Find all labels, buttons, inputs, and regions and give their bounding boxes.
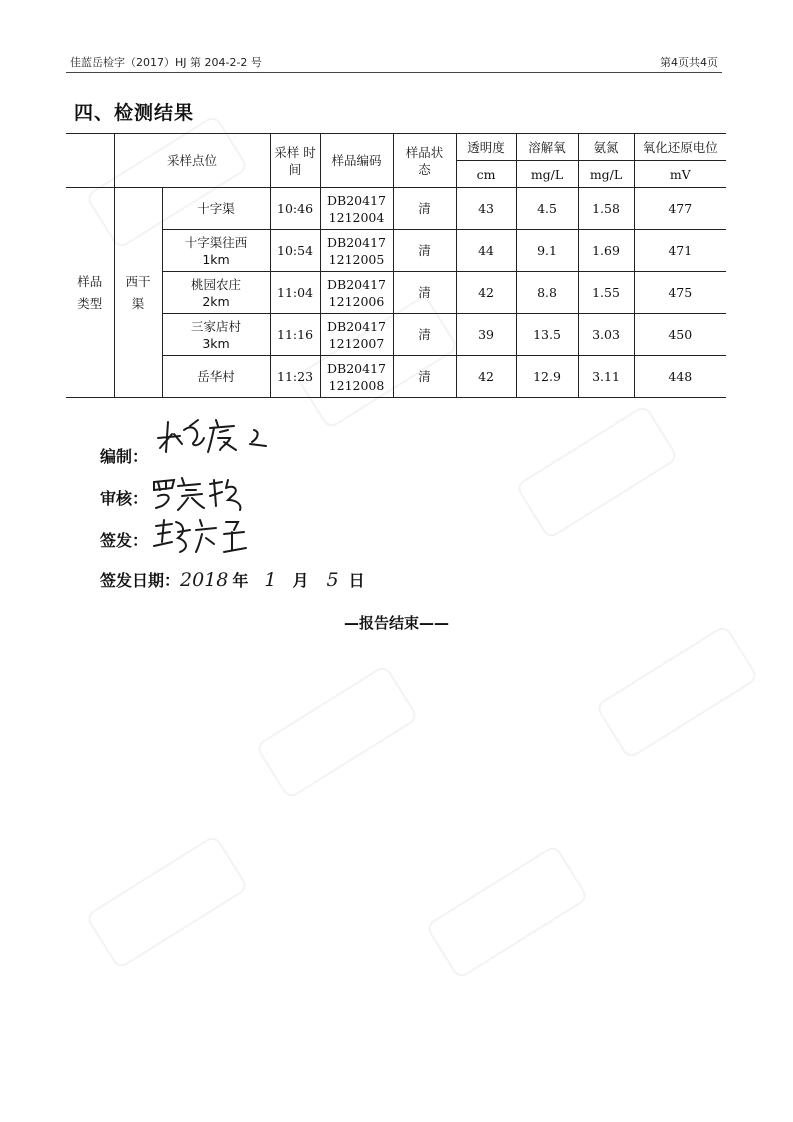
issuer-line	[100, 528, 148, 551]
cell-orp: 471	[634, 230, 726, 272]
cell-dissolved-oxygen: 13.5	[516, 314, 578, 356]
report-number: 佳蓝岳检字（2017）HJ 第 204-2-2 号	[70, 56, 262, 69]
year-char: 年	[232, 571, 249, 590]
editor-line	[100, 444, 148, 467]
cell-transparency: 44	[456, 230, 516, 272]
unit-transparency: cm	[456, 161, 516, 188]
cell-code: DB20417 1212008	[320, 356, 393, 398]
cell-dissolved-oxygen: 9.1	[516, 230, 578, 272]
cell-dissolved-oxygen: 8.8	[516, 272, 578, 314]
report-end-text: —报告结束——	[343, 614, 449, 632]
cell-code: DB20417 1212005	[320, 230, 393, 272]
table-row	[66, 188, 726, 230]
cell-dissolved-oxygen: 4.5	[516, 188, 578, 230]
day-char: 日	[348, 571, 365, 590]
cell-time: 11:16	[270, 314, 320, 356]
cell-code: DB20417 1212007	[320, 314, 393, 356]
watermark-stamp	[515, 404, 680, 540]
cell-transparency: 42	[456, 356, 516, 398]
reviewer-label: 审核：	[100, 489, 149, 508]
issue-date-month: 1	[264, 569, 277, 591]
cell-dissolved-oxygen: 12.9	[516, 356, 578, 398]
unit-orp: mV	[634, 161, 726, 188]
cell-transparency: 42	[456, 272, 516, 314]
issue-date-label: 签发日期：	[100, 571, 181, 590]
page-indicator: 第4页共4页	[660, 56, 718, 69]
cell-state: 清	[393, 188, 456, 230]
cell-point: 岳华村	[162, 356, 270, 398]
watermark-stamp	[255, 664, 420, 800]
cell-state: 清	[393, 356, 456, 398]
cell-point: 桃园农庄 2km	[162, 272, 270, 314]
unit-ammonia: mg/L	[578, 161, 634, 188]
unit-dissolved-oxygen: mg/L	[516, 161, 578, 188]
table-header-row	[66, 134, 726, 161]
table-row	[66, 356, 726, 398]
section-title: 四、检测结果	[74, 102, 195, 124]
header-sampling-time: 采样 时 间	[270, 134, 320, 188]
cell-code: DB20417 1212006	[320, 272, 393, 314]
cell-time: 11:04	[270, 272, 320, 314]
header-sample-state: 样品状 态	[393, 134, 456, 188]
table-row	[66, 230, 726, 272]
watermark-stamp	[85, 834, 250, 970]
cell-orp: 450	[634, 314, 726, 356]
watermark-stamp	[425, 844, 590, 980]
cell-point: 十字渠	[162, 188, 270, 230]
page-header	[66, 54, 722, 72]
cell-state: 清	[393, 272, 456, 314]
editor-signature	[150, 408, 280, 456]
cell-state: 清	[393, 230, 456, 272]
header-sampling-point: 采样点位	[114, 134, 270, 188]
corner-cell	[66, 134, 114, 188]
cell-state: 清	[393, 314, 456, 356]
location-label: 西干 渠	[114, 188, 162, 398]
cell-code: DB20417 1212004	[320, 188, 393, 230]
cell-time: 11:23	[270, 356, 320, 398]
cell-ammonia: 3.03	[578, 314, 634, 356]
reviewer-signature	[148, 470, 248, 512]
header-divider	[66, 72, 722, 73]
watermark-stamp	[595, 624, 760, 760]
cell-transparency: 39	[456, 314, 516, 356]
issue-date-line	[100, 568, 460, 591]
header-sample-code: 样品编码	[320, 134, 393, 188]
cell-orp: 477	[634, 188, 726, 230]
cell-point: 三家店村 3km	[162, 314, 270, 356]
issue-date-year: 2018	[180, 569, 229, 591]
cell-ammonia: 1.58	[578, 188, 634, 230]
header-dissolved-oxygen: 溶解氧	[516, 134, 578, 161]
row-group-label: 样品 类型	[66, 188, 114, 398]
cell-transparency: 43	[456, 188, 516, 230]
issue-date-day: 5	[326, 569, 339, 591]
table-row	[66, 272, 726, 314]
cell-point: 十字渠往西 1km	[162, 230, 270, 272]
cell-orp: 475	[634, 272, 726, 314]
issuer-label: 签发：	[100, 531, 149, 550]
cell-orp: 448	[634, 356, 726, 398]
results-table	[66, 133, 726, 398]
header-transparency: 透明度	[456, 134, 516, 161]
editor-label: 编制：	[100, 447, 149, 466]
cell-time: 10:46	[270, 188, 320, 230]
month-char: 月	[292, 571, 309, 590]
cell-ammonia: 1.55	[578, 272, 634, 314]
header-orp: 氧化还原电位	[634, 134, 726, 161]
reviewer-line	[100, 486, 148, 509]
table-row	[66, 314, 726, 356]
cell-ammonia: 3.11	[578, 356, 634, 398]
issuer-signature	[150, 512, 250, 558]
cell-time: 10:54	[270, 230, 320, 272]
cell-ammonia: 1.69	[578, 230, 634, 272]
header-ammonia: 氨氮	[578, 134, 634, 161]
